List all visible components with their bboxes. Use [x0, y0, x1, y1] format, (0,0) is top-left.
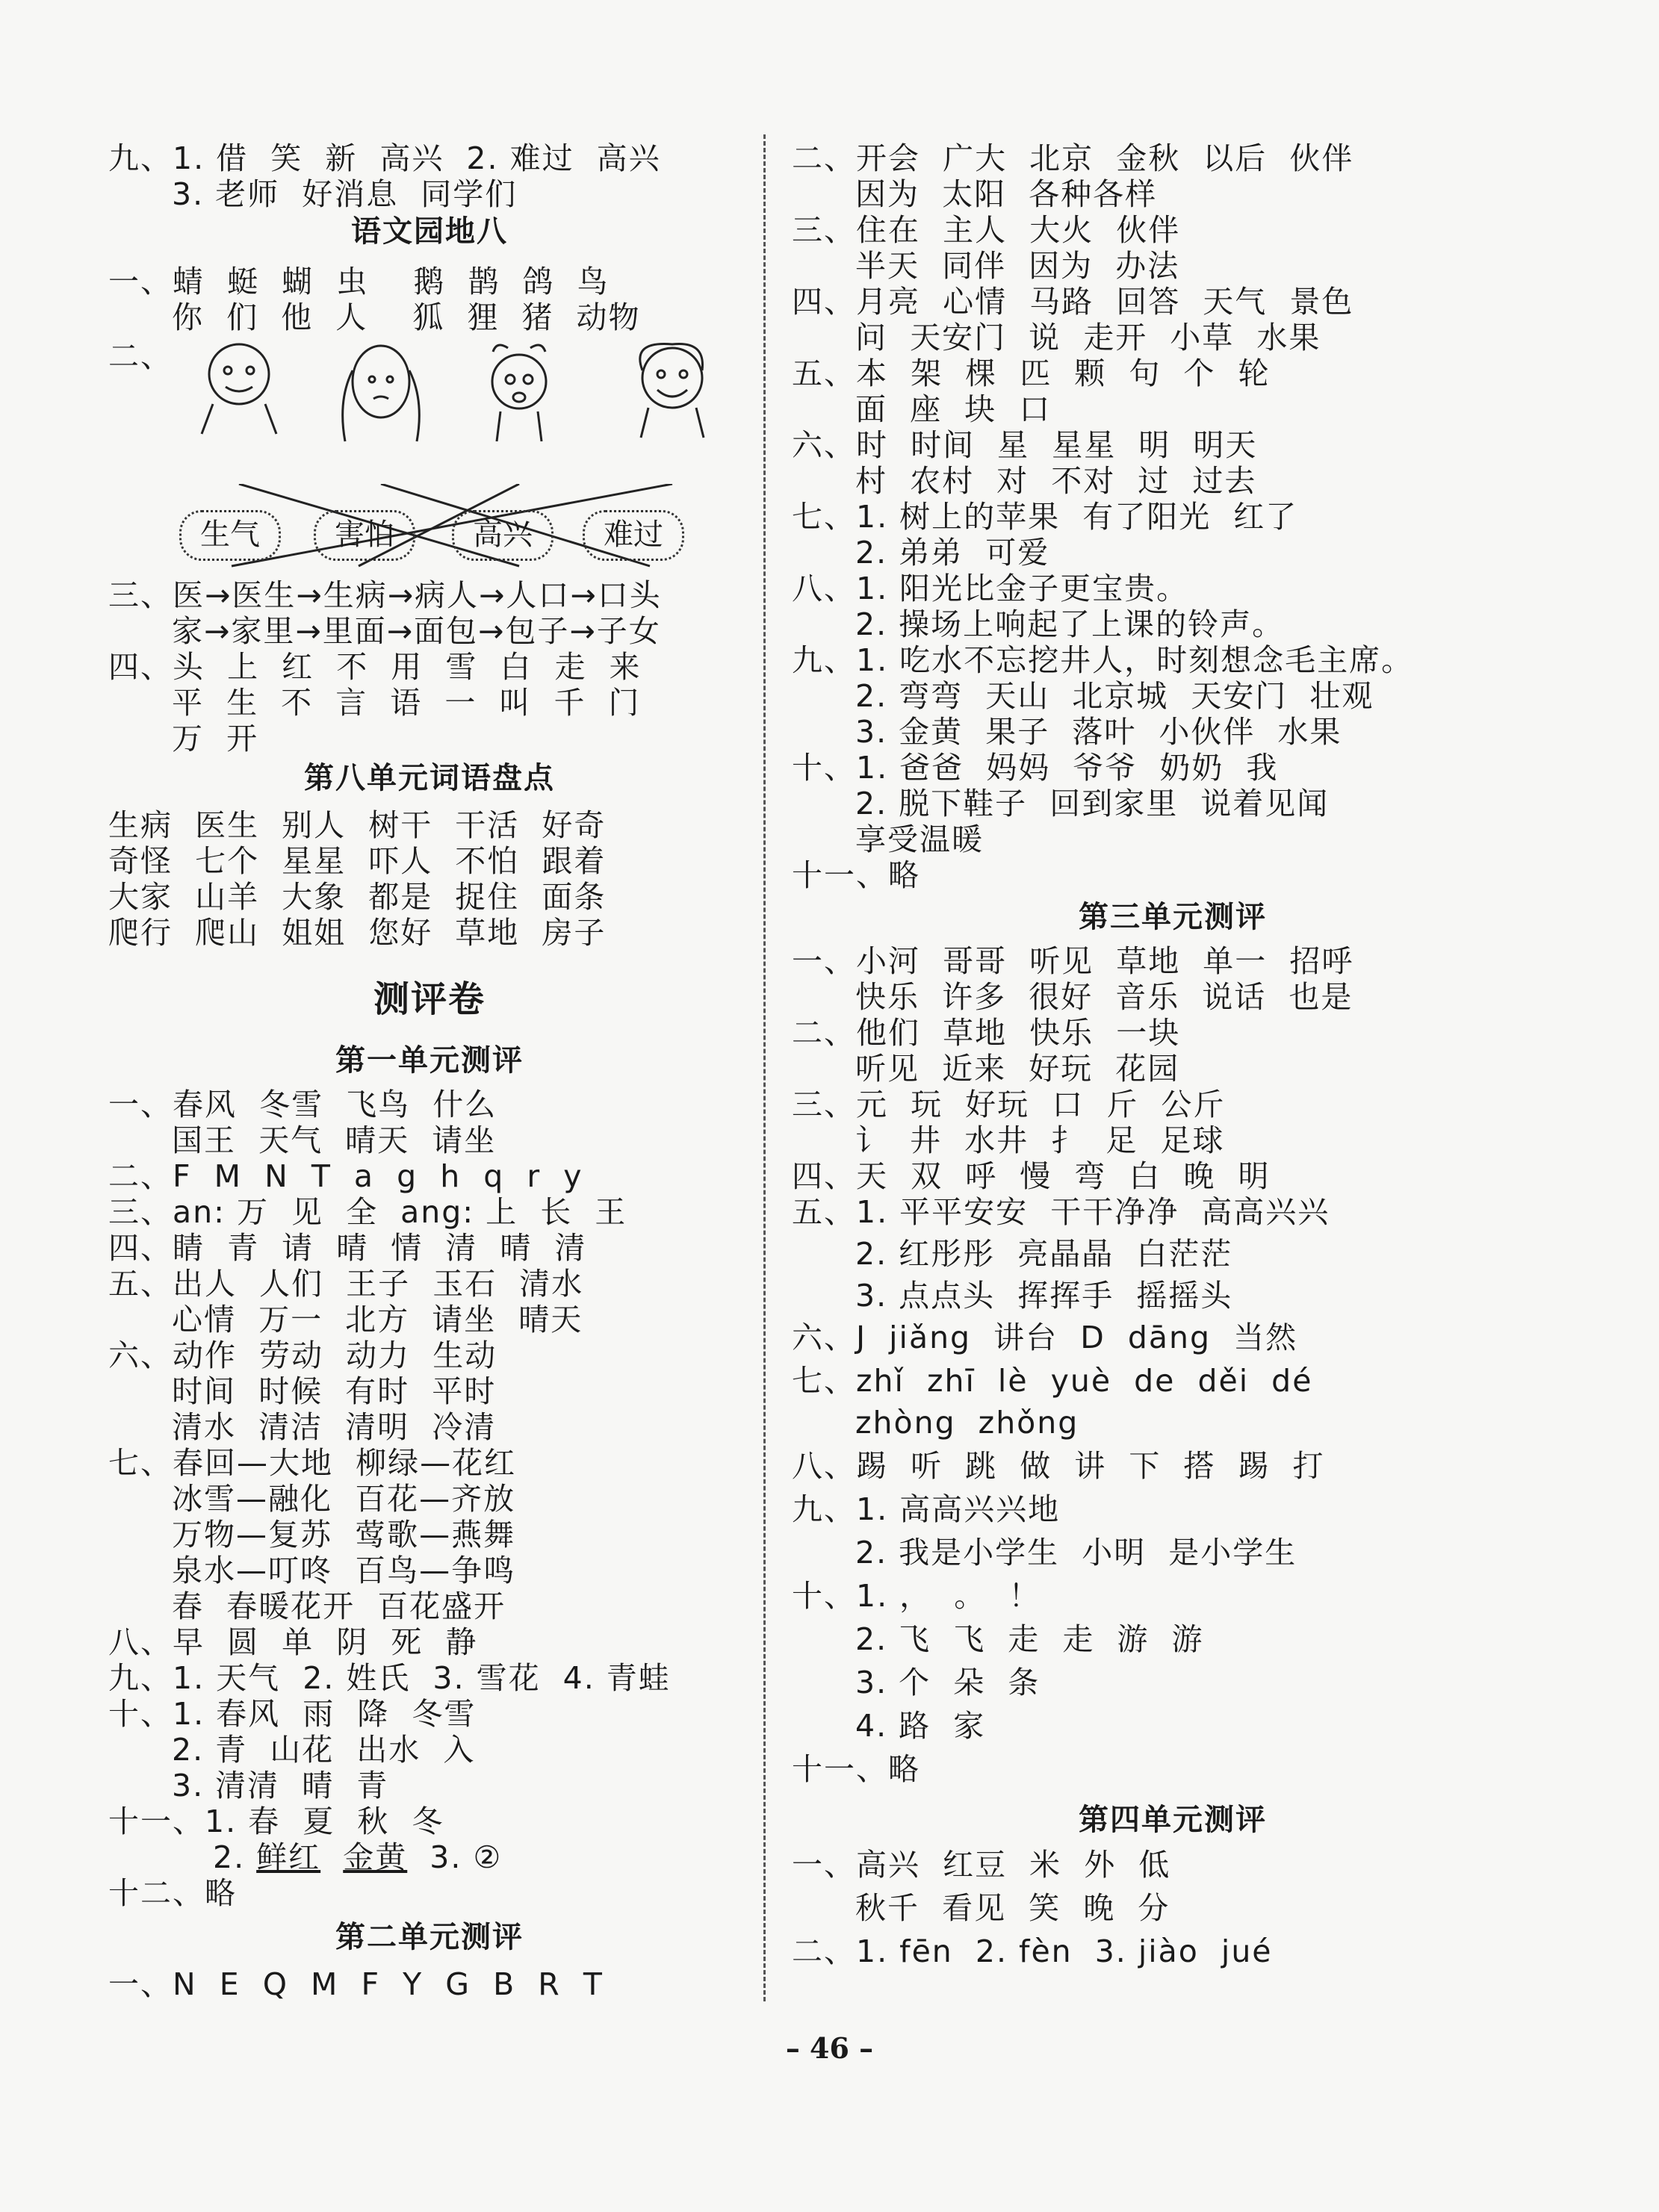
answer-line: 六、动作 劳动 动力 生动: [108, 1338, 497, 1373]
answer-line: 家→家里→里面→面包→包子→子女: [172, 613, 661, 649]
answer-line: 万物—复苏 莺歌—燕舞: [172, 1517, 516, 1553]
answer-line: 七、春回—大地 柳绿—花红: [108, 1445, 517, 1481]
answer-line: 二、1. fēn 2. fèn 3. jiào jué: [792, 1933, 1273, 1969]
answer-line: 八、1. 阳光比金子更宝贵。: [792, 571, 1189, 606]
answer-line: 因为 太阳 各种各样: [855, 176, 1158, 212]
word-line: 奇怪 七个 星星 吓人 不怕 跟着: [108, 843, 607, 879]
answer-line: 问 天安门 说 走开 小草 水果: [855, 320, 1321, 355]
answer-line: 二、F M N T a g h q r y: [108, 1158, 583, 1194]
big-heading: 测评卷: [373, 978, 486, 1020]
answer-line: 2. 脱下鞋子 回到家里 说着见闻: [855, 786, 1330, 821]
answer-line: 四、睛 青 请 晴 情 清 晴 清: [108, 1230, 587, 1266]
answer-line: 国王 天气 晴天 请坐: [172, 1122, 497, 1158]
answer-line: 2. 青 山花 出水 入: [172, 1732, 476, 1768]
answer-line: 九、1. 天气 2. 姓氏 3. 雪花 4. 青蛙: [108, 1660, 671, 1696]
answer-line: 讠 井 水井 扌 足 足球: [855, 1122, 1225, 1158]
answer-line: zhòng zhǒng: [855, 1405, 1079, 1441]
answer-line: 五、1. 平平安安 干干净净 高高兴兴: [792, 1194, 1330, 1230]
emotion-faces-illustration: [179, 341, 799, 490]
answer-line: 你 们 他 人 狐 狸 猪 动物: [172, 299, 641, 335]
answer-line: 村 农村 对 不对 过 过去: [855, 463, 1257, 499]
answer-line: 3. 清清 晴 青: [172, 1768, 389, 1804]
answer-line: 2. 红彤彤 亮晶晶 白茫茫: [855, 1236, 1233, 1272]
answer-line: 2. 操场上响起了上课的铃声。: [855, 606, 1285, 642]
answer-line: 心情 万一 北方 请坐 晴天: [172, 1302, 583, 1338]
answer-line: 冰雪—融化 百花—齐放: [172, 1481, 516, 1517]
answer-line: 春 春暖花开 百花盛开: [172, 1588, 506, 1624]
answer-line: 万 开: [172, 721, 259, 757]
answer-line: 半天 同伴 因为 办法: [855, 248, 1180, 284]
answer-line: 二、: [108, 338, 173, 374]
answer-line: 八、踢 听 跳 做 讲 下 搭 踢 打: [792, 1448, 1325, 1484]
answer-line: 四、天 双 呼 慢 弯 白 晚 明: [792, 1158, 1271, 1194]
answer-line: 享受温暖: [855, 821, 984, 857]
underlined-answer: 金黄: [343, 1839, 408, 1875]
label-afraid: 害怕: [314, 510, 415, 561]
answer-line: 五、本 架 棵 匹 颗 句 个 轮: [792, 355, 1271, 391]
answer-text: 3. ②: [407, 1839, 503, 1875]
word-line: 生病 医生 别人 树干 干活 好奇: [108, 807, 607, 843]
answer-line: 2. 弯弯 天山 北京城 天安门 壮观: [855, 678, 1374, 714]
answer-line: 一、春风 冬雪 飞鸟 什么: [108, 1087, 497, 1122]
label-angry: 生气: [179, 510, 281, 561]
answer-line: 二、开会 广大 北京 金秋 以后 伙伴: [792, 140, 1354, 176]
answer-line: 十一、1. 春 夏 秋 冬: [108, 1804, 444, 1839]
answer-line: 3. 老师 好消息 同学们: [172, 176, 518, 212]
answer-line: 六、时 时间 星 星星 明 明天: [792, 427, 1258, 463]
answer-text: 2.: [213, 1839, 257, 1875]
answer-line: 十一、略: [792, 857, 920, 893]
section-heading: 第二单元测评: [335, 1920, 524, 1954]
answer-line: 清水 清洁 清明 冷清: [172, 1409, 497, 1445]
answer-line: 七、zhǐ zhī lè yuè de děi dé: [792, 1363, 1313, 1399]
underlined-answer: 鲜红: [256, 1839, 321, 1875]
answer-line: 十、1. ， 。 ！: [792, 1578, 1041, 1614]
word-line: 大家 山羊 大象 都是 捉住 面条: [108, 879, 607, 915]
answer-line: 九、1. 吃水不忘挖井人，时刻想念毛主席。: [792, 642, 1414, 678]
label-happy: 高兴: [452, 510, 553, 561]
section-heading: 第一单元测评: [335, 1043, 524, 1078]
answer-line: 3. 点点头 挥挥手 摇摇头: [855, 1278, 1233, 1314]
answer-line: 面 座 块 口: [855, 391, 1052, 427]
answer-line: 一、小河 哥哥 听见 草地 单一 招呼: [792, 943, 1354, 979]
answer-line: 快乐 许多 很好 音乐 说话 也是: [855, 979, 1353, 1015]
section-heading: 语文园地八: [351, 214, 508, 249]
answer-line: 时间 时候 有时 平时: [172, 1373, 497, 1409]
answer-line: 十、1. 爸爸 妈妈 爷爷 奶奶 我: [792, 750, 1279, 786]
answer-line: [213, 1839, 502, 1875]
page-number: – 46 –: [785, 2031, 874, 2065]
answer-line: 泉水—叮咚 百鸟—争鸣: [172, 1553, 516, 1588]
answer-line: 六、J jiǎng 讲台 D dāng 当然: [792, 1320, 1298, 1355]
answer-line: 2. 弟弟 可爱: [855, 535, 1050, 571]
answer-line: 十一、略: [792, 1751, 920, 1787]
answer-line: 三、医→医生→生病→病人→人口→口头: [108, 577, 662, 613]
answer-line: 3. 个 朵 条: [855, 1665, 1041, 1700]
answer-line: 一、蜻 蜓 蝴 虫 鹅 鹊 鸽 鸟: [108, 264, 610, 299]
answer-line: 三、元 玩 好玩 口 斤 公斤: [792, 1087, 1226, 1122]
answer-line: 四、月亮 心情 马路 回答 天气 景色: [792, 284, 1354, 320]
answer-line: 十二、略: [108, 1875, 237, 1911]
answer-line: 九、1. 借 笑 新 高兴 2. 难过 高兴: [108, 140, 661, 176]
answer-line: 4. 路 家: [855, 1708, 986, 1744]
section-heading: 第三单元测评: [1079, 900, 1267, 934]
answer-line: 五、出人 人们 王子 玉石 清水: [108, 1266, 584, 1302]
answer-line: 听见 近来 好玩 花园: [855, 1051, 1180, 1087]
answer-line: 九、1. 高高兴兴地: [792, 1491, 1061, 1527]
section-heading: 第八单元词语盘点: [304, 761, 555, 795]
answer-line: 八、早 圆 单 阴 死 静: [108, 1624, 478, 1660]
answer-line: 2. 我是小学生 小明 是小学生: [855, 1535, 1297, 1571]
answer-line: 二、他们 草地 快乐 一块: [792, 1015, 1181, 1051]
answer-line: 七、1. 树上的苹果 有了阳光 红了: [792, 499, 1298, 535]
answer-line: 十、1. 春风 雨 降 冬雪: [108, 1696, 477, 1732]
answer-line: 一、高兴 红豆 米 外 低: [792, 1847, 1171, 1883]
section-heading: 第四单元测评: [1079, 1803, 1267, 1837]
word-line: 爬行 爬山 姐姐 您好 草地 房子: [108, 915, 607, 951]
answer-line: 四、头 上 红 不 用 雪 白 走 来: [108, 649, 642, 685]
answer-line: 三、an: 万 见 全 ang: 上 长 王: [108, 1194, 627, 1230]
label-sad: 难过: [583, 510, 684, 561]
answer-line: 2. 飞 飞 走 走 游 游: [855, 1621, 1204, 1657]
answer-line: 3. 金黄 果子 落叶 小伙伴 水果: [855, 714, 1342, 750]
answer-line: 三、住在 主人 大火 伙伴: [792, 212, 1181, 248]
answer-line: 秋千 看见 笑 晚 分: [855, 1890, 1170, 1926]
answer-line: 平 生 不 言 语 一 叫 千 门: [172, 685, 641, 721]
answer-line: 一、N E Q M F Y G B R T: [108, 1966, 604, 2002]
